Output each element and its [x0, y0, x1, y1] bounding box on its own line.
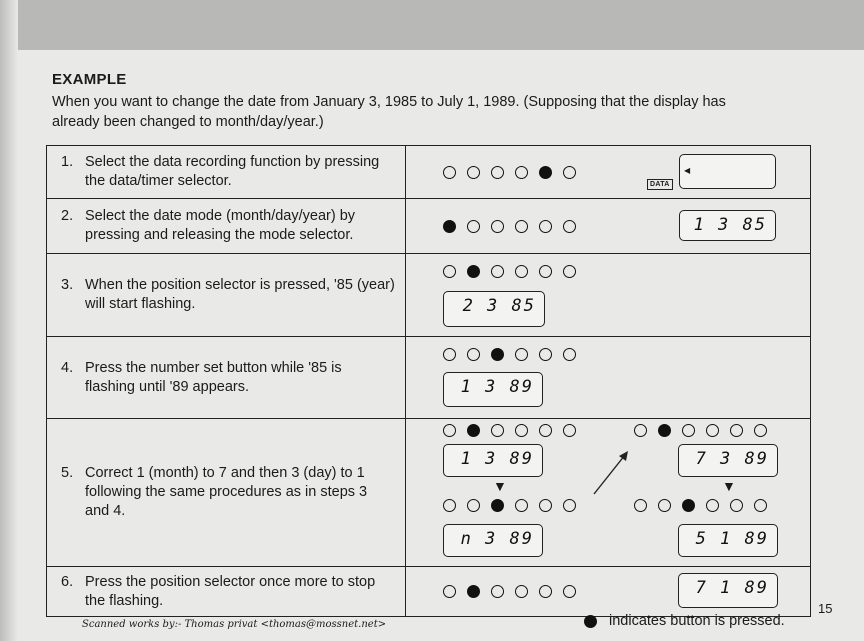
- indicator-dots: [443, 265, 576, 278]
- step-number: 3.: [61, 277, 74, 293]
- step-text: Select the date mode (month/day/year) by pressing and releasing the mode selector.: [85, 208, 356, 243]
- data-badge: DATA: [647, 179, 673, 190]
- indicator-dot: [443, 265, 456, 278]
- step-number: 6.: [61, 573, 74, 590]
- step-number: 2.: [61, 208, 74, 224]
- indicator-dot: [467, 220, 480, 233]
- indicator-dot: [563, 166, 576, 179]
- indicator-dot: [539, 499, 552, 512]
- indicator-dot: [539, 585, 552, 598]
- indicator-dot: [754, 424, 767, 437]
- indicator-dot: [515, 585, 528, 598]
- indicator-dot: [467, 499, 480, 512]
- step-row: [47, 146, 811, 199]
- indicator-dot: [443, 585, 456, 598]
- indicator-dots: [443, 166, 576, 179]
- step-text: When the position selector is pressed, '85 (year) will start flashing.: [85, 277, 395, 312]
- indicator-dot: [467, 166, 480, 179]
- indicator-dots: [443, 220, 576, 233]
- indicator-dot: [515, 499, 528, 512]
- pressed-indicator-dot: [467, 585, 480, 598]
- indicator-dot: [563, 499, 576, 512]
- indicator-dot: [539, 424, 552, 437]
- step-text: Press the number set button while '85 is flashing until '89 appears.: [85, 359, 342, 395]
- pressed-indicator-dot: [682, 499, 695, 512]
- indicator-dot: [491, 265, 504, 278]
- step-text: Correct 1 (month) to 7 and then 3 (day) to 1 following the same procedures as in steps 3 and 4.: [85, 465, 368, 519]
- step-row: [47, 337, 811, 419]
- step-number: 5.: [61, 465, 74, 481]
- indicator-dots: [443, 585, 576, 598]
- lcd-display: 2 3 85: [443, 291, 545, 327]
- step-row: [47, 254, 811, 337]
- diagonal-arrow-icon: [591, 449, 631, 497]
- step-row: [47, 419, 811, 567]
- step-text: Select the data recording function by pressing the data/timer selector.: [85, 154, 380, 189]
- indicator-dot: [491, 220, 504, 233]
- indicator-dot: [730, 424, 743, 437]
- indicator-dot: [539, 220, 552, 233]
- pressed-indicator-dot: [467, 265, 480, 278]
- pressed-indicator-dot: [491, 348, 504, 361]
- steps-table: [46, 145, 811, 617]
- indicator-dots: [634, 499, 767, 512]
- indicator-dot: [515, 348, 528, 361]
- indicator-dot: [539, 348, 552, 361]
- indicator-dot: [563, 585, 576, 598]
- step-row: [47, 199, 811, 254]
- indicator-dots: [443, 348, 576, 361]
- indicator-dot: [563, 265, 576, 278]
- indicator-dot: [634, 499, 647, 512]
- step-text: Press the position selector once more to stop the flashing.: [85, 573, 376, 609]
- indicator-dot: [706, 499, 719, 512]
- step-number: 1.: [61, 154, 74, 170]
- indicator-dot: [682, 424, 695, 437]
- pressed-indicator-dot: [491, 499, 504, 512]
- pressed-indicator-dot: [539, 166, 552, 179]
- filled-dot-icon: [584, 615, 597, 628]
- indicator-dot: [563, 220, 576, 233]
- lcd-display: 7 3 89: [678, 444, 778, 477]
- pressed-indicator-dot: [467, 424, 480, 437]
- pointer-triangle-icon: ◀: [684, 166, 691, 175]
- indicator-dot: [754, 499, 767, 512]
- indicator-dot: [491, 166, 504, 179]
- page-spine-shadow: [0, 0, 18, 641]
- indicator-dots: [443, 424, 576, 437]
- lcd-display: 1 3 89: [443, 372, 543, 407]
- scan-credit: Scanned works by:- Thomas privat <thomas@mossnet.net>: [82, 619, 387, 630]
- indicator-dot: [491, 585, 504, 598]
- indicator-dot: [443, 424, 456, 437]
- indicator-dot: [563, 424, 576, 437]
- pressed-indicator-dot: [443, 220, 456, 233]
- step-number: 4.: [61, 359, 74, 376]
- indicator-dot: [491, 424, 504, 437]
- lcd-display: 1 3 89: [443, 444, 543, 477]
- example-heading: EXAMPLE: [52, 71, 127, 88]
- indicator-dot: [515, 424, 528, 437]
- intro-paragraph: When you want to change the date from January 3, 1985 to July 1, 1989. (Supposing that the display has already been changed to month/day/year.): [52, 94, 726, 130]
- indicator-dot: [515, 166, 528, 179]
- lcd-display: n 3 89: [443, 524, 543, 557]
- lcd-display: 5 1 89: [678, 524, 778, 557]
- indicator-dot: [515, 265, 528, 278]
- indicator-dot: [730, 499, 743, 512]
- indicator-dots: [443, 499, 576, 512]
- lcd-display: [679, 154, 776, 189]
- legend: [584, 613, 785, 629]
- indicator-dot: [658, 499, 671, 512]
- indicator-dot: [539, 265, 552, 278]
- page-number: 15: [818, 601, 833, 616]
- pressed-indicator-dot: [658, 424, 671, 437]
- legend-text: indicates button is pressed.: [609, 613, 785, 629]
- lcd-display: 7 1 89: [678, 573, 778, 608]
- arrow-down-icon: ▼: [722, 478, 736, 494]
- indicator-dot: [706, 424, 719, 437]
- indicator-dot: [443, 499, 456, 512]
- step-row: [47, 567, 811, 617]
- indicator-dot: [443, 348, 456, 361]
- arrow-down-icon: ▼: [493, 478, 507, 494]
- indicator-dot: [634, 424, 647, 437]
- lcd-display: 1 3 85: [679, 210, 776, 241]
- indicator-dot: [563, 348, 576, 361]
- scan-top-band: [0, 0, 864, 50]
- indicator-dot: [443, 166, 456, 179]
- indicator-dot: [467, 348, 480, 361]
- indicator-dot: [515, 220, 528, 233]
- indicator-dots: [634, 424, 767, 437]
